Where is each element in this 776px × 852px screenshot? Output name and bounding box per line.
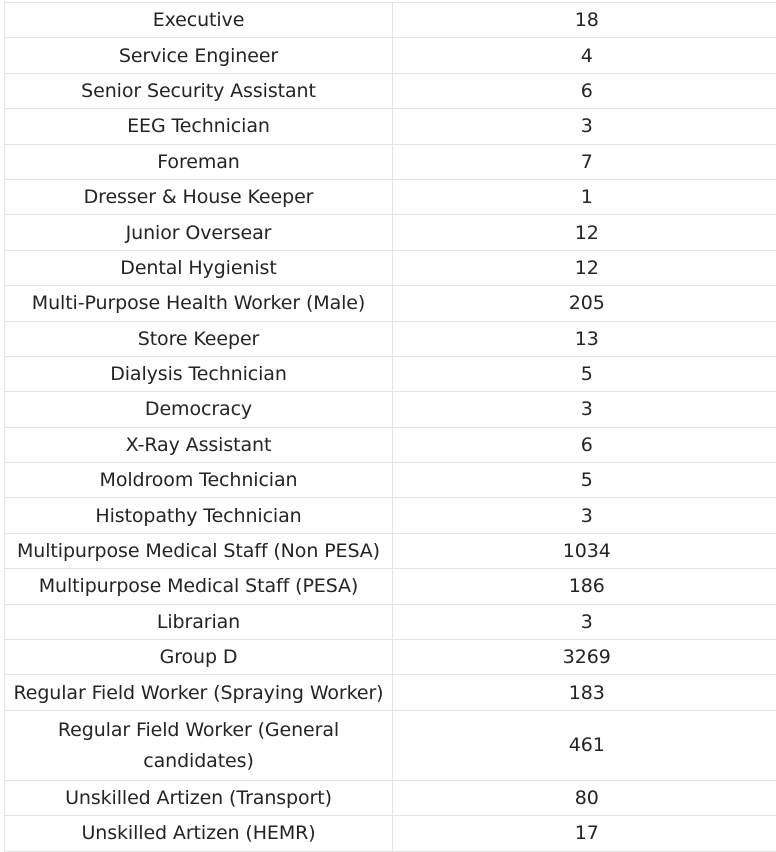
- post-name-cell: Librarian: [5, 604, 393, 639]
- post-name-cell: Executive: [5, 3, 393, 38]
- table-row: [5, 215, 776, 250]
- vacancy-count-cell: 1: [393, 179, 776, 214]
- table-row: [5, 144, 776, 179]
- vacancy-count-cell: 3269: [393, 640, 776, 675]
- vacancy-count-cell: 3: [393, 392, 776, 427]
- vacancy-table: [4, 2, 776, 852]
- vacancy-count-cell: 12: [393, 250, 776, 285]
- post-name-cell: Histopathy Technician: [5, 498, 393, 533]
- post-name-cell: Group D: [5, 640, 393, 675]
- vacancy-count-cell: 5: [393, 356, 776, 391]
- table-row: [5, 392, 776, 427]
- table-row: [5, 38, 776, 73]
- post-name-cell: Senior Security Assistant: [5, 73, 393, 108]
- table-row: [5, 427, 776, 462]
- vacancy-count-cell: 6: [393, 427, 776, 462]
- post-name-cell: Regular Field Worker (General candidates): [5, 710, 393, 780]
- post-name-cell: EEG Technician: [5, 109, 393, 144]
- table-row: [5, 569, 776, 604]
- vacancy-count-cell: 80: [393, 780, 776, 815]
- table-row: [5, 356, 776, 391]
- table-row: [5, 498, 776, 533]
- table-row: [5, 640, 776, 675]
- vacancy-count-cell: 461: [393, 710, 776, 780]
- vacancy-count-cell: 205: [393, 286, 776, 321]
- vacancy-count-cell: 4: [393, 38, 776, 73]
- vacancy-count-cell: 17: [393, 816, 776, 851]
- post-name-cell: Store Keeper: [5, 321, 393, 356]
- table-row: [5, 179, 776, 214]
- post-name-cell: Multipurpose Medical Staff (Non PESA): [5, 533, 393, 568]
- vacancy-count-cell: 1034: [393, 533, 776, 568]
- post-name-cell: Multipurpose Medical Staff (PESA): [5, 569, 393, 604]
- vacancy-count-cell: 186: [393, 569, 776, 604]
- table-row: [5, 250, 776, 285]
- vacancy-count-cell: 3: [393, 109, 776, 144]
- vacancy-count-cell: 6: [393, 73, 776, 108]
- vacancy-count-cell: 12: [393, 215, 776, 250]
- table-row: [5, 3, 776, 38]
- post-name-cell: Foreman: [5, 144, 393, 179]
- table-row: [5, 463, 776, 498]
- post-name-cell: X-Ray Assistant: [5, 427, 393, 462]
- vacancy-count-cell: 3: [393, 498, 776, 533]
- post-name-cell: Multi-Purpose Health Worker (Male): [5, 286, 393, 321]
- post-name-cell: Moldroom Technician: [5, 463, 393, 498]
- vacancy-table-container: [4, 2, 776, 852]
- vacancy-count-cell: 183: [393, 675, 776, 710]
- post-name-cell: Dialysis Technician: [5, 356, 393, 391]
- post-name-cell: Service Engineer: [5, 38, 393, 73]
- post-name-cell: Democracy: [5, 392, 393, 427]
- table-row: [5, 604, 776, 639]
- vacancy-count-cell: 18: [393, 3, 776, 38]
- table-row: [5, 533, 776, 568]
- table-row: [5, 816, 776, 851]
- post-name-cell: Unskilled Artizen (HEMR): [5, 816, 393, 851]
- table-row: [5, 675, 776, 710]
- post-name-cell: Junior Oversear: [5, 215, 393, 250]
- post-name-cell: Unskilled Artizen (Transport): [5, 780, 393, 815]
- table-row: [5, 109, 776, 144]
- vacancy-count-cell: 7: [393, 144, 776, 179]
- vacancy-count-cell: 13: [393, 321, 776, 356]
- vacancy-count-cell: 5: [393, 463, 776, 498]
- table-row: [5, 780, 776, 815]
- post-name-cell: Regular Field Worker (Spraying Worker): [5, 675, 393, 710]
- table-row: [5, 710, 776, 780]
- post-name-cell: Dental Hygienist: [5, 250, 393, 285]
- table-row: [5, 286, 776, 321]
- post-name-cell: Dresser & House Keeper: [5, 179, 393, 214]
- table-row: [5, 73, 776, 108]
- vacancy-count-cell: 3: [393, 604, 776, 639]
- table-row: [5, 321, 776, 356]
